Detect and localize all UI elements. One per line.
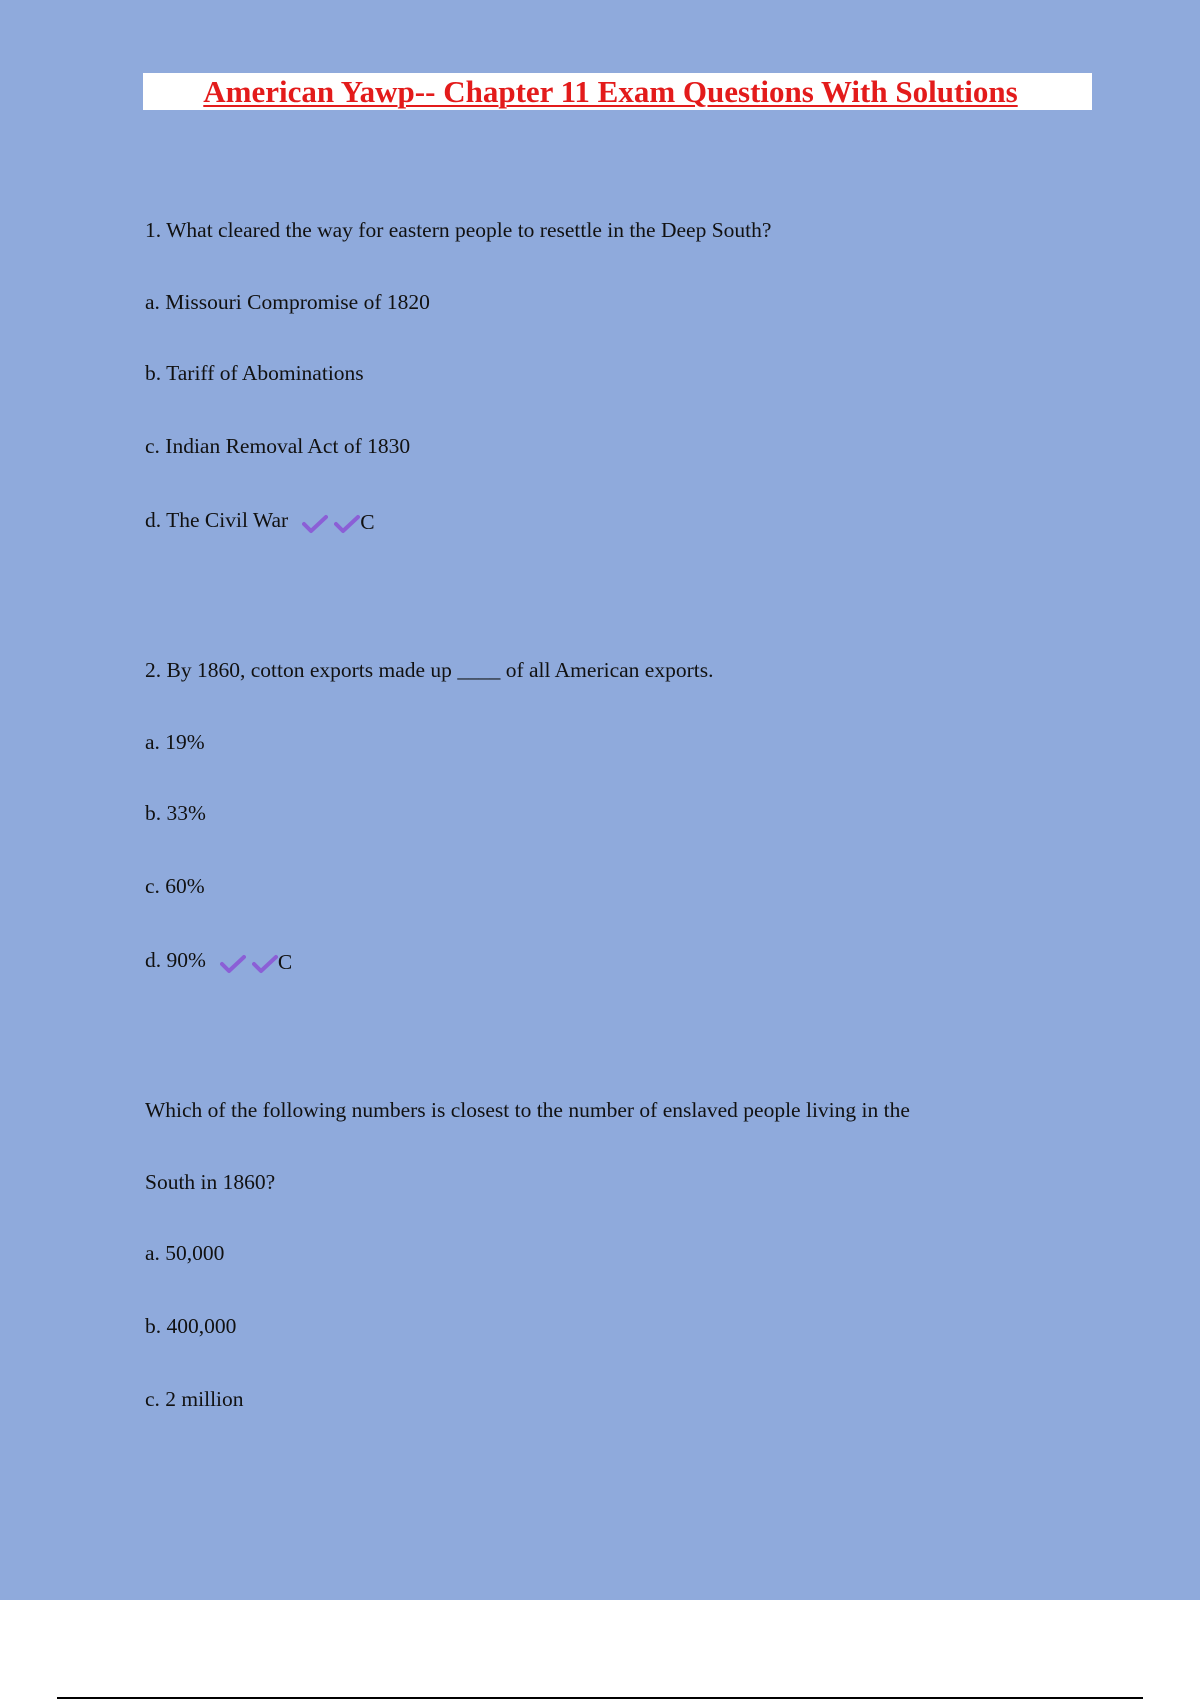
check-icon bbox=[334, 514, 360, 534]
question-1-option-d-row bbox=[145, 510, 375, 534]
question-2-prompt-start: 2. By 1860, cotton exports made up bbox=[145, 658, 452, 682]
answer-letter: C bbox=[360, 510, 375, 534]
question-2-option-c: c. 60% bbox=[145, 874, 205, 898]
question-3-option-c: c. 2 million bbox=[145, 1387, 244, 1411]
question-2-option-d-row bbox=[145, 950, 292, 974]
question-2-option-b: b. 33% bbox=[145, 801, 206, 825]
footer-rule bbox=[57, 1697, 1143, 1699]
question-1-option-a: a. Missouri Compromise of 1820 bbox=[145, 290, 430, 314]
question-2-blank: ____ bbox=[457, 658, 501, 682]
question-1-option-c: c. Indian Removal Act of 1830 bbox=[145, 434, 411, 458]
question-1-option-d: d. The Civil War bbox=[145, 508, 289, 532]
title-banner bbox=[143, 73, 1092, 110]
question-3-option-a: a. 50,000 bbox=[145, 1241, 225, 1265]
question-3-prompt-line-1: Which of the following numbers is closest to the number of enslaved people living in the bbox=[145, 1098, 910, 1122]
question-2-option-a: a. 19% bbox=[145, 730, 205, 754]
question-3-prompt-line-2: South in 1860? bbox=[145, 1170, 276, 1194]
answer-letter: C bbox=[277, 950, 293, 974]
answer-marker bbox=[220, 952, 292, 974]
check-icon bbox=[302, 514, 328, 534]
check-icon bbox=[220, 954, 246, 974]
question-2-option-d: d. 90% bbox=[145, 948, 206, 972]
document-title: American Yawp-- Chapter 11 Exam Questions With Solutions bbox=[203, 73, 1018, 109]
answer-marker bbox=[302, 512, 374, 534]
question-1-prompt: 1. What cleared the way for eastern people to resettle in the Deep South? bbox=[145, 218, 772, 242]
question-3-option-b: b. 400,000 bbox=[145, 1314, 237, 1338]
question-2-prompt bbox=[145, 660, 713, 682]
question-2-prompt-end: of all American exports. bbox=[505, 658, 714, 682]
check-icon bbox=[252, 954, 278, 974]
question-1-option-b: b. Tariff of Abominations bbox=[145, 361, 364, 385]
